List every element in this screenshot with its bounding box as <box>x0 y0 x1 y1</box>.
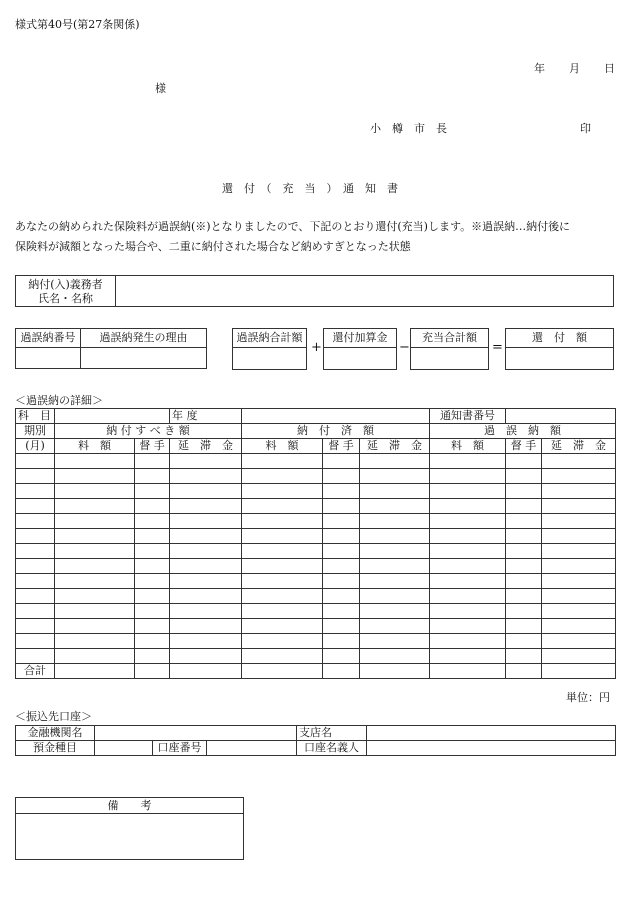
detail-cell[interactable] <box>323 574 360 589</box>
detail-cell[interactable] <box>135 559 170 574</box>
detail-cell[interactable] <box>55 544 135 559</box>
detail-cell[interactable] <box>430 649 506 664</box>
remarks-label: 備 考 <box>16 798 243 814</box>
detail-cell[interactable] <box>323 499 360 514</box>
detail-cell[interactable] <box>506 634 542 649</box>
detail-cell[interactable] <box>55 529 135 544</box>
detail-cell[interactable] <box>360 499 430 514</box>
detail-cell[interactable] <box>135 544 170 559</box>
detail-cell[interactable] <box>55 499 135 514</box>
detail-cell[interactable] <box>242 499 323 514</box>
paid-demand-header: 督 手 <box>323 439 360 454</box>
overpay-no-field[interactable] <box>16 348 81 369</box>
detail-cell[interactable] <box>55 619 135 634</box>
detail-cell[interactable] <box>242 604 323 619</box>
detail-cell[interactable] <box>323 484 360 499</box>
detail-row <box>16 589 616 604</box>
total-cell[interactable] <box>242 664 323 679</box>
detail-cell[interactable] <box>55 469 135 484</box>
refund-addition-label: 還付加算金 <box>324 329 396 348</box>
detail-row <box>16 619 616 634</box>
detail-cell[interactable] <box>16 649 55 664</box>
overpay-total-label: 過誤納合計額 <box>233 329 306 348</box>
equals-sign: = <box>492 340 503 355</box>
detail-cell[interactable] <box>506 469 542 484</box>
obligor-table <box>15 275 614 307</box>
detail-cell[interactable] <box>430 544 506 559</box>
detail-cell[interactable] <box>506 454 542 469</box>
refund-amount-label: 還 付 額 <box>506 329 613 348</box>
paid-amount-header: 料 額 <box>242 439 323 454</box>
detail-cell[interactable] <box>16 469 55 484</box>
bank-heading: ＜振込先口座＞ <box>15 710 92 723</box>
detail-cell[interactable] <box>170 634 242 649</box>
detail-cell[interactable] <box>360 604 430 619</box>
detail-cell[interactable] <box>360 484 430 499</box>
detail-cell[interactable] <box>135 469 170 484</box>
detail-cell[interactable] <box>430 454 506 469</box>
detail-cell[interactable] <box>506 604 542 619</box>
subject-label: 科 目 <box>16 409 55 424</box>
detail-cell[interactable] <box>506 484 542 499</box>
detail-cell[interactable] <box>542 484 616 499</box>
detail-cell[interactable] <box>542 619 616 634</box>
detail-cell[interactable] <box>16 529 55 544</box>
detail-cell[interactable] <box>323 544 360 559</box>
detail-cell[interactable] <box>542 529 616 544</box>
detail-cell[interactable] <box>506 544 542 559</box>
detail-cell[interactable] <box>360 469 430 484</box>
due-late-header: 延 滞 金 <box>170 439 242 454</box>
overpayment-number-table <box>15 328 207 369</box>
paid-late-header: 延 滞 金 <box>360 439 430 454</box>
detail-cell[interactable] <box>323 619 360 634</box>
detail-cell[interactable] <box>542 589 616 604</box>
remarks-box <box>15 797 244 860</box>
deposit-type-label: 預金種目 <box>16 741 95 756</box>
detail-cell[interactable] <box>55 454 135 469</box>
detail-cell[interactable] <box>323 469 360 484</box>
account-no-label: 口座番号 <box>153 741 207 756</box>
detail-cell[interactable] <box>55 484 135 499</box>
form-number: 様式第40号(第27条関係) <box>15 18 140 31</box>
detail-cell[interactable] <box>135 649 170 664</box>
detail-cell[interactable] <box>360 559 430 574</box>
detail-cell[interactable] <box>323 514 360 529</box>
due-amount-header: 料 額 <box>55 439 135 454</box>
detail-cell[interactable] <box>16 589 55 604</box>
detail-cell[interactable] <box>542 454 616 469</box>
detail-cell[interactable] <box>135 454 170 469</box>
detail-cell[interactable] <box>135 499 170 514</box>
bank-table <box>15 725 616 756</box>
detail-cell[interactable] <box>242 529 323 544</box>
detail-cell[interactable] <box>542 544 616 559</box>
group-due-header: 納 付 す べ き 額 <box>55 424 242 439</box>
detail-row <box>16 484 616 499</box>
date-year-label: 年 <box>534 62 545 75</box>
detail-cell[interactable] <box>170 454 242 469</box>
detail-cell[interactable] <box>170 604 242 619</box>
branch-label: 支店名 <box>297 726 367 741</box>
detail-cell[interactable] <box>242 619 323 634</box>
detail-cell[interactable] <box>16 559 55 574</box>
detail-cell[interactable] <box>430 529 506 544</box>
due-demand-header: 督 手 <box>135 439 170 454</box>
detail-cell[interactable] <box>430 559 506 574</box>
minus-sign: − <box>399 340 410 355</box>
detail-cell[interactable] <box>16 454 55 469</box>
detail-cell[interactable] <box>242 469 323 484</box>
detail-cell[interactable] <box>170 514 242 529</box>
total-cell[interactable] <box>323 664 360 679</box>
detail-cell[interactable] <box>242 514 323 529</box>
detail-cell[interactable] <box>242 454 323 469</box>
detail-cell[interactable] <box>430 499 506 514</box>
detail-cell[interactable] <box>242 559 323 574</box>
total-cell[interactable] <box>360 664 430 679</box>
detail-cell[interactable] <box>16 514 55 529</box>
detail-cell[interactable] <box>430 574 506 589</box>
detail-cell[interactable] <box>360 544 430 559</box>
total-cell[interactable] <box>135 664 170 679</box>
detail-row <box>16 634 616 649</box>
detail-cell[interactable] <box>55 574 135 589</box>
over-demand-header: 督 手 <box>506 439 542 454</box>
detail-cell[interactable] <box>360 589 430 604</box>
obligor-label: 納付(入)義務者 氏名・名称 <box>16 276 116 307</box>
deposit-type-field[interactable] <box>95 741 153 756</box>
overpay-total-box <box>232 328 307 370</box>
detail-cell[interactable] <box>430 634 506 649</box>
allocation-total-box <box>410 328 489 370</box>
notice-no-label: 通知書番号 <box>430 409 506 424</box>
subject-field[interactable] <box>55 409 170 424</box>
details-heading: ＜過誤納の詳細＞ <box>15 394 103 407</box>
detail-cell[interactable] <box>135 634 170 649</box>
refund-addition-box <box>323 328 397 370</box>
total-cell[interactable] <box>430 664 506 679</box>
detail-cell[interactable] <box>323 559 360 574</box>
detail-row <box>16 649 616 664</box>
detail-cell[interactable] <box>542 604 616 619</box>
detail-cell[interactable] <box>323 634 360 649</box>
detail-cell[interactable] <box>360 634 430 649</box>
detail-cell[interactable] <box>135 484 170 499</box>
detail-row <box>16 454 616 469</box>
detail-cell[interactable] <box>170 649 242 664</box>
detail-cell[interactable] <box>323 649 360 664</box>
period-label: 期別 <box>16 424 55 439</box>
detail-cell[interactable] <box>360 514 430 529</box>
detail-cell[interactable] <box>170 619 242 634</box>
detail-cell[interactable] <box>135 514 170 529</box>
detail-cell[interactable] <box>430 469 506 484</box>
seal-mark: 印 <box>580 122 591 135</box>
detail-cell[interactable] <box>360 619 430 634</box>
detail-cell[interactable] <box>506 514 542 529</box>
detail-cell[interactable] <box>16 619 55 634</box>
document-title: 還 付 （ 充 当 ） 通 知 書 <box>222 182 398 195</box>
obligor-name-field[interactable] <box>116 276 614 307</box>
detail-cell[interactable] <box>55 649 135 664</box>
detail-cell[interactable] <box>506 574 542 589</box>
unit-label: 単位：円 <box>566 691 610 704</box>
detail-cell[interactable] <box>542 514 616 529</box>
detail-cell[interactable] <box>16 499 55 514</box>
plus-sign: + <box>311 340 322 355</box>
over-amount-header: 料 額 <box>430 439 506 454</box>
detail-row <box>16 574 616 589</box>
detail-row <box>16 514 616 529</box>
addressee-suffix: 様 <box>155 82 166 95</box>
fiscal-year-field[interactable] <box>242 409 430 424</box>
detail-cell[interactable] <box>170 589 242 604</box>
detail-cell[interactable] <box>55 589 135 604</box>
overpay-no-label: 過誤納番号 <box>16 329 81 348</box>
detail-cell[interactable] <box>360 649 430 664</box>
detail-cell[interactable] <box>55 559 135 574</box>
remarks-field[interactable] <box>16 814 243 860</box>
detail-cell[interactable] <box>506 559 542 574</box>
branch-field[interactable] <box>367 726 616 741</box>
detail-row <box>16 544 616 559</box>
period-month-label: (月) <box>16 439 55 454</box>
detail-cell[interactable] <box>242 574 323 589</box>
detail-cell[interactable] <box>542 559 616 574</box>
detail-cell[interactable] <box>542 634 616 649</box>
detail-cell[interactable] <box>55 604 135 619</box>
detail-row <box>16 469 616 484</box>
detail-cell[interactable] <box>323 604 360 619</box>
detail-cell[interactable] <box>170 544 242 559</box>
detail-cell[interactable] <box>360 529 430 544</box>
detail-cell[interactable] <box>135 604 170 619</box>
refund-amount-box <box>505 328 614 370</box>
detail-cell[interactable] <box>242 544 323 559</box>
detail-cell[interactable] <box>542 499 616 514</box>
account-holder-field[interactable] <box>367 741 616 756</box>
detail-row <box>16 499 616 514</box>
detail-cell[interactable] <box>170 574 242 589</box>
total-cell[interactable] <box>542 664 616 679</box>
detail-cell[interactable] <box>16 574 55 589</box>
detail-cell[interactable] <box>430 514 506 529</box>
detail-cell[interactable] <box>16 634 55 649</box>
group-over-header: 過 誤 納 額 <box>430 424 616 439</box>
detail-cell[interactable] <box>323 529 360 544</box>
overpay-reason-label: 過誤納発生の理由 <box>81 329 207 348</box>
issuer: 小 樽 市 長 <box>370 122 447 135</box>
detail-cell[interactable] <box>360 574 430 589</box>
detail-cell[interactable] <box>242 589 323 604</box>
allocation-total-label: 充当合計額 <box>411 329 488 348</box>
detail-cell[interactable] <box>242 649 323 664</box>
detail-cell[interactable] <box>242 484 323 499</box>
over-late-header: 延 滞 金 <box>542 439 616 454</box>
detail-row <box>16 559 616 574</box>
detail-cell[interactable] <box>430 604 506 619</box>
fiscal-year-label: 年 度 <box>170 409 242 424</box>
total-cell[interactable] <box>170 664 242 679</box>
detail-cell[interactable] <box>16 544 55 559</box>
account-no-field[interactable] <box>207 741 297 756</box>
detail-cell[interactable] <box>506 499 542 514</box>
detail-cell[interactable] <box>430 619 506 634</box>
detail-cell[interactable] <box>323 454 360 469</box>
detail-cell[interactable] <box>542 649 616 664</box>
detail-cell[interactable] <box>170 499 242 514</box>
intro-line-2: 保険料が減額となった場合や、二重に納付された場合など納めすぎとなった状態 <box>15 240 411 253</box>
detail-cell[interactable] <box>506 649 542 664</box>
group-paid-header: 納 付 済 額 <box>242 424 430 439</box>
detail-cell[interactable] <box>135 574 170 589</box>
details-table <box>15 408 616 679</box>
detail-cell[interactable] <box>16 484 55 499</box>
detail-cell[interactable] <box>542 469 616 484</box>
account-holder-label: 口座名義人 <box>297 741 367 756</box>
detail-cell[interactable] <box>170 484 242 499</box>
date-month-label: 月 <box>569 62 580 75</box>
detail-cell[interactable] <box>506 529 542 544</box>
detail-rows <box>16 454 616 664</box>
detail-cell[interactable] <box>135 619 170 634</box>
total-cell[interactable] <box>506 664 542 679</box>
detail-cell[interactable] <box>170 529 242 544</box>
institution-label: 金融機関名 <box>16 726 95 741</box>
intro-line-1: あなたの納められた保険料が過誤納(※)となりましたので、下記のとおり還付(充当)します。※過誤納…納付後に <box>15 220 571 233</box>
detail-cell[interactable] <box>506 589 542 604</box>
detail-cell[interactable] <box>242 634 323 649</box>
detail-cell[interactable] <box>135 589 170 604</box>
detail-cell[interactable] <box>323 589 360 604</box>
detail-cell[interactable] <box>170 469 242 484</box>
total-cell[interactable] <box>55 664 135 679</box>
institution-field[interactable] <box>95 726 297 741</box>
detail-cell[interactable] <box>360 454 430 469</box>
detail-cell[interactable] <box>135 529 170 544</box>
date-day-label: 日 <box>604 62 615 75</box>
detail-cell[interactable] <box>55 634 135 649</box>
detail-cell[interactable] <box>430 484 506 499</box>
notice-no-field[interactable] <box>506 409 616 424</box>
detail-cell[interactable] <box>506 619 542 634</box>
overpay-reason-field[interactable] <box>81 348 207 369</box>
detail-cell[interactable] <box>542 574 616 589</box>
detail-cell[interactable] <box>430 589 506 604</box>
detail-cell[interactable] <box>55 514 135 529</box>
detail-cell[interactable] <box>16 604 55 619</box>
total-label: 合計 <box>16 664 55 679</box>
detail-row <box>16 604 616 619</box>
detail-row <box>16 529 616 544</box>
detail-cell[interactable] <box>170 559 242 574</box>
